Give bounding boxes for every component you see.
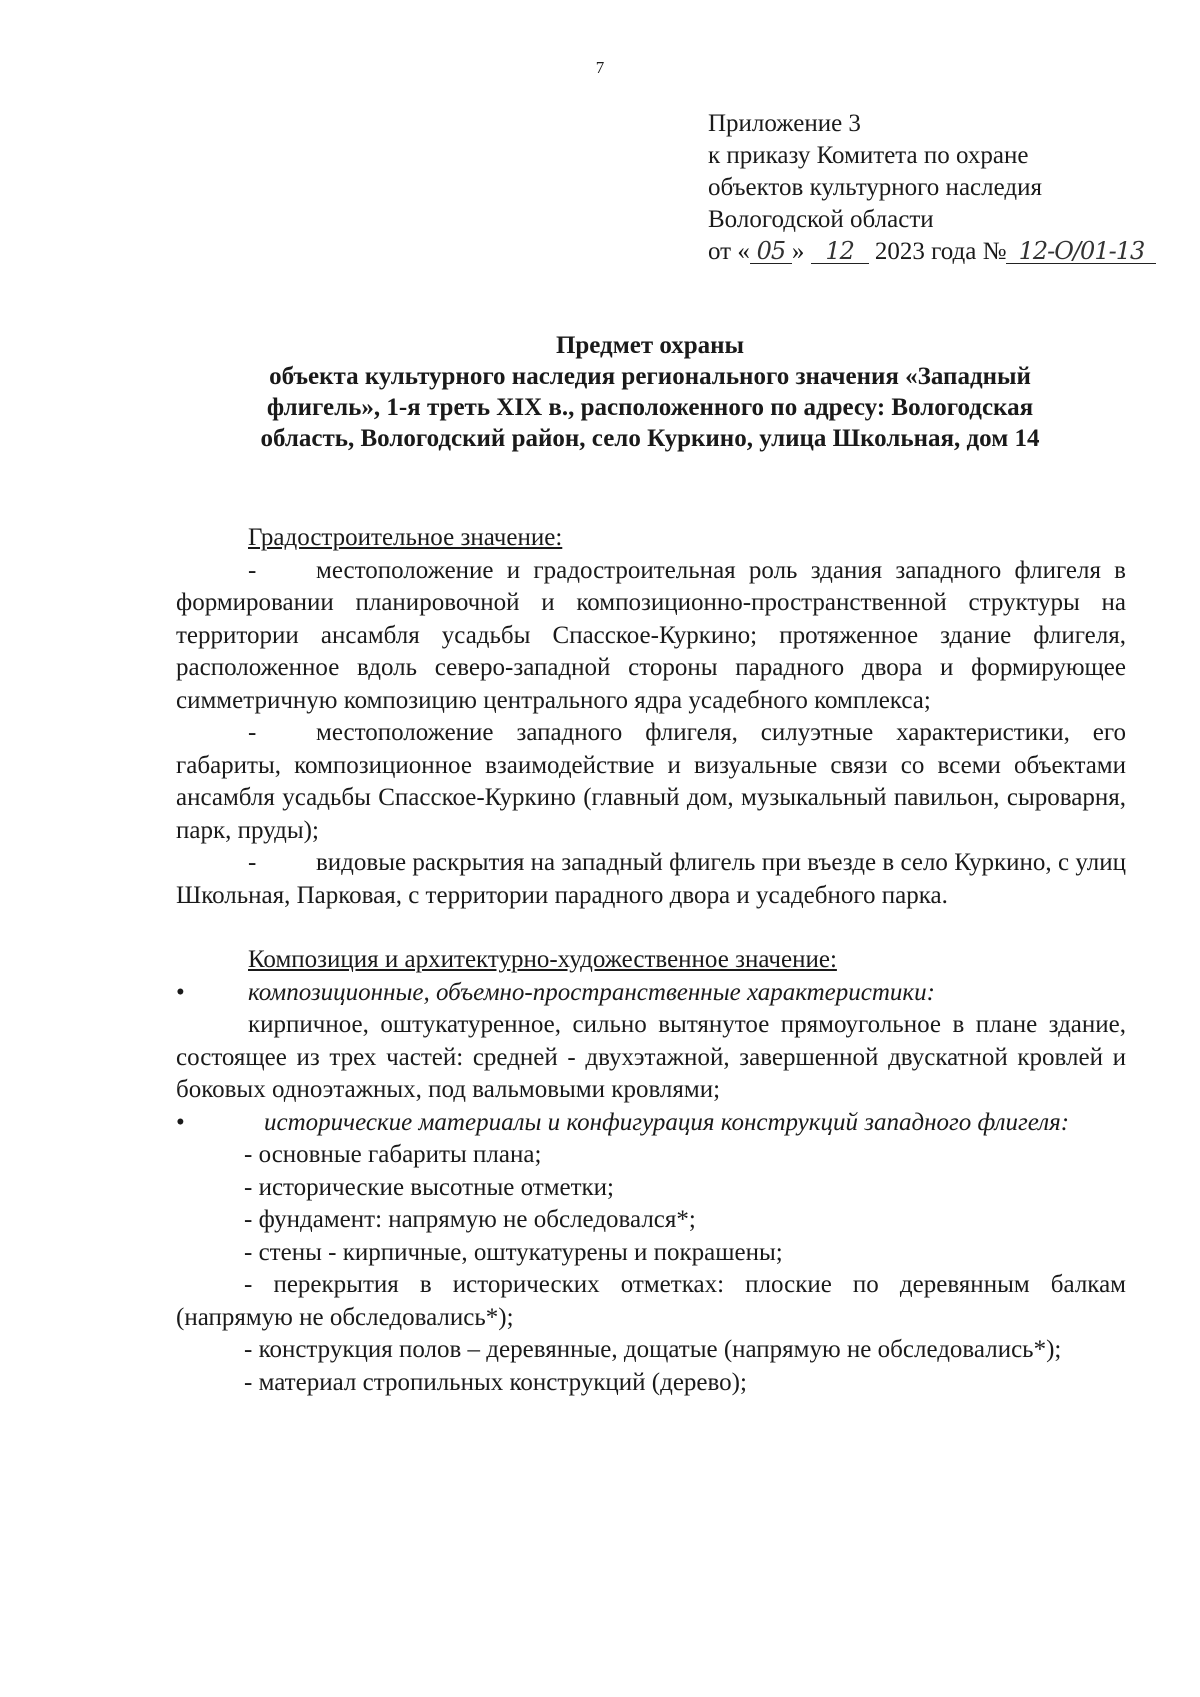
materials-list-item: - материал стропильных конструкций (дерево); <box>244 1368 747 1396</box>
bullet-composition <box>176 977 1126 1010</box>
appendix-header <box>708 108 1156 268</box>
appendix-line-2: к приказу Комитета по охране <box>708 142 1029 169</box>
date-month-handwritten: 12 <box>811 239 869 264</box>
date-year: 2023 года № <box>874 238 1007 265</box>
document-body <box>176 522 1126 1399</box>
title-line-4: область, Вологодский район, село Куркино, улица Школьная, дом 14 <box>260 425 1040 452</box>
urban-item-1 <box>176 555 1126 718</box>
urban-item-1-text: местоположение и градостроительная роль здания западного флигеля в формировании планировочной и композиционно-пространственной структуры на территории ансамбля усадьбы Спасское-Куркино; протяженное здание флигеля, расположенное вдоль северо-западной стороны парадного двора и формирующее симметричную композицию центрального ядра усадебного комплекса; <box>176 556 1126 714</box>
dash-marker: - <box>248 719 257 746</box>
appendix-line-4: Вологодской области <box>708 206 934 233</box>
section-heading-architecture: Композиция и архитектурно-художественное значение: <box>248 946 837 973</box>
bullet-composition-title: композиционные, объемно-пространственные характеристики: <box>248 978 935 1006</box>
bullet-materials-title: исторические материалы и конфигурация конструкций западного флигеля: <box>264 1108 1070 1136</box>
bullet-marker: • <box>176 978 185 1006</box>
appendix-line-3: объектов культурного наследия <box>708 174 1042 201</box>
materials-list-item: - перекрытия в исторических отметках: плоские по деревянным балкам (напрямую не обследовались*); <box>176 1271 1126 1331</box>
date-day-handwritten: 05 <box>750 239 792 264</box>
materials-list-item: - конструкция полов – деревянные, дощатые (напрямую не обследовались*); <box>244 1336 1062 1363</box>
materials-list-item: - фундамент: напрямую не обследовался*; <box>244 1206 696 1233</box>
urban-item-2-text: местоположение западного флигеля, силуэтные характеристики, его габариты, композиционное взаимодействие и визуальные связи со всеми объектами ансамбля усадьбы Спасское-Куркино (главный дом, музыкальный павильон, сыроварня, парк, пруды); <box>176 719 1126 844</box>
date-prefix: от « <box>708 238 750 265</box>
bullet-marker: • <box>176 1108 185 1136</box>
appendix-date-line <box>708 236 1156 268</box>
materials-list-item: - исторические высотные отметки; <box>244 1173 615 1201</box>
composition-description: кирпичное, оштукатуренное, сильно вытянутое прямоугольное в плане здание, состоящее из трех частей: средней - двухэтажной, завершенной двускатной кровлей и боковых одноэтажных, под вальмовыми кровлями; <box>176 1011 1126 1103</box>
dash-marker: - <box>248 556 257 584</box>
urban-item-2 <box>176 717 1126 847</box>
materials-list-item: - стены - кирпичные, оштукатурены и покрашены; <box>244 1238 783 1266</box>
order-number-handwritten: 12-О/01-13 <box>1006 239 1156 264</box>
materials-list-item: - основные габариты плана; <box>244 1141 542 1168</box>
title-line-3: флигель», 1-я треть XIX в., расположенного по адресу: Вологодская <box>266 394 1034 421</box>
section-gap <box>176 912 1126 944</box>
document-title <box>180 330 1120 454</box>
title-line-1: Предмет охраны <box>555 332 745 359</box>
date-mid: » <box>791 238 805 265</box>
urban-item-3-text: видовые раскрытия на западный флигель при въезде в село Куркино, с улиц Школьная, Парковая, с территории парадного двора и усадебного парка. <box>176 849 1126 909</box>
urban-item-3 <box>176 847 1126 912</box>
section-heading-urban: Градостроительное значение: <box>248 524 563 551</box>
dash-marker: - <box>248 849 257 876</box>
page-number: 7 <box>595 58 605 77</box>
title-line-2: объекта культурного наследия регионального значения «Западный <box>269 363 1031 390</box>
appendix-line-1: Приложение 3 <box>708 110 861 137</box>
